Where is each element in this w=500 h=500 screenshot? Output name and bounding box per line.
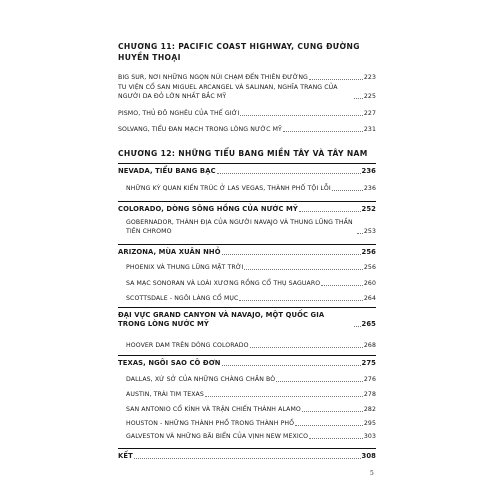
toc-entry-title: PISMO, THỦ ĐÔ NGHÊU CỦA THẾ GIỚI: [118, 110, 240, 117]
toc-entry-title: TU VIỆN CỔ SAN MIGUEL ARCANGEL VÀ SALINAN, NGHĨA TRANG CỦA NGƯỜI DA ĐỎ LỚN NHẤT BẮC MỸ: [118, 84, 338, 100]
toc-entry-page: 308: [361, 452, 376, 460]
dot-leader: [299, 211, 361, 212]
toc-entry-title: NEVADA, TIỂU BANG BẠC: [118, 167, 216, 175]
toc-entry: [126, 375, 376, 384]
toc-entry-page: 265: [361, 320, 376, 328]
toc-entry: [126, 184, 376, 193]
toc-entry: [126, 279, 376, 288]
dot-leader: [357, 233, 363, 234]
toc-entry-page: 227: [363, 110, 376, 117]
toc-entry-page: 223: [363, 74, 376, 81]
toc-entry-page: 264: [363, 295, 376, 302]
page-number: 5: [370, 470, 374, 477]
toc-entry-page: 275: [361, 359, 376, 367]
dot-leader: [295, 425, 363, 426]
chapter-12-heading: CHƯƠNG 12: NHỮNG TIỂU BANG MIỀN TÂY VÀ TÂY NAM: [118, 149, 368, 158]
dot-leader: [309, 79, 363, 80]
toc-entry-title: NHỮNG KỲ QUAN KIẾN TRÚC Ở LAS VEGAS, THÀNH PHỐ TỘI LỖI: [126, 185, 331, 192]
dot-leader: [222, 254, 361, 255]
toc-entry-title: SAN ANTONIO CỔ KÍNH VÀ TRẬN CHIẾN THÀNH ALAMO: [126, 406, 301, 413]
toc-entry-title: ARIZONA, MÙA XUÂN NHỎ: [118, 248, 221, 256]
dot-leader: [134, 458, 361, 459]
toc-entry: [126, 405, 376, 414]
toc-entry-title: COLORADO, DÒNG SÔNG HỒNG CỦA NƯỚC MỸ: [118, 205, 298, 213]
dot-leader: [250, 347, 363, 348]
toc-entry-title: KẾT: [118, 452, 133, 460]
toc-entry: [126, 218, 376, 236]
toc-entry: [126, 390, 376, 399]
dot-leader: [309, 438, 363, 439]
toc-entry-page: 268: [363, 342, 376, 349]
toc-entry-title: HOUSTON - NHỮNG THÀNH PHỐ TRONG THÀNH PHỐ: [126, 420, 295, 427]
toc-entry-title: ĐẠI VỰC GRAND CANYON VÀ NAVAJO, MỘT QUỐC GIA TRONG LÒNG NƯỚC MỸ: [118, 311, 325, 328]
toc-entry-title: GOBERNADOR, THÁNH ĐỊA CỦA NGƯỜI NAVAJO VÀ THUNG LŨNG THẦN TIÊN CHROMO: [126, 219, 353, 235]
toc-section-texas: [118, 359, 376, 368]
dot-leader: [217, 173, 361, 174]
toc-entry-page: 256: [363, 264, 376, 271]
toc-entry: [126, 419, 376, 428]
dot-leader: [302, 411, 363, 412]
dot-leader: [354, 326, 361, 327]
toc-entry-page: 295: [363, 420, 376, 427]
dot-leader: [321, 285, 363, 286]
toc-entry-title: GALVESTON VÀ NHỮNG BÃI BIỂN CỦA VỊNH NEW MEXICO: [126, 433, 309, 440]
toc-section-colorado: [118, 205, 376, 214]
toc-entry-title: DALLAS, XỨ SỞ CỦA NHỮNG CHÀNG CHĂN BÒ: [126, 376, 276, 383]
toc-entry-page: 236: [363, 185, 376, 192]
toc-entry-page: 225: [363, 93, 376, 100]
toc-entry: [118, 83, 376, 101]
toc-entry: [126, 341, 376, 350]
toc-section-nevada: [118, 167, 376, 176]
toc-entry: [118, 125, 376, 134]
toc-entry-page: 256: [361, 248, 376, 256]
toc-entry: [118, 73, 376, 82]
toc-entry-page: 276: [363, 376, 376, 383]
chapter-11-heading: CHƯƠNG 11: PACIFIC COAST HIGHWAY, CUNG ĐƯỜNG HUYỀN THOẠI: [118, 42, 360, 62]
toc-entry-title: PHOENIX VÀ THUNG LŨNG MẶT TRỜI: [126, 264, 244, 271]
toc-entry-title: SCOTTSDALE - NGÔI LÀNG CỔ MỤC: [126, 295, 239, 302]
dot-leader: [332, 190, 363, 191]
toc-entry: [126, 263, 376, 272]
toc-entry-page: 231: [363, 126, 376, 133]
toc-entry-page: 260: [363, 280, 376, 287]
toc-entry-page: 278: [363, 391, 376, 398]
toc-entry-page: 253: [363, 228, 376, 235]
toc-entry-page: 303: [363, 433, 376, 440]
toc-entry: [118, 109, 376, 118]
dot-leader: [239, 300, 362, 301]
toc-entry-title: SOLVANG, TIỂU ĐAN MẠCH TRONG LÒNG NƯỚC MỸ: [118, 126, 282, 133]
dot-leader: [276, 381, 363, 382]
toc-entry-title: HOOVER DAM TRÊN DÒNG COLORADO: [126, 342, 249, 349]
toc-entry-title: AUSTIN, TRÁI TIM TEXAS: [126, 391, 204, 398]
dot-leader: [354, 98, 363, 99]
toc-section-grand-canyon: [118, 311, 376, 329]
toc-entry: [126, 432, 376, 441]
dot-leader: [205, 396, 363, 397]
toc-entry-title: TEXAS, NGÔI SAO CÔ ĐƠN: [118, 359, 221, 367]
toc-entry: [126, 294, 376, 303]
dot-leader: [222, 365, 361, 366]
toc-entry-page: 282: [363, 406, 376, 413]
toc-entry-title: BIG SUR, NƠI NHỮNG NGỌN NÚI CHẠM ĐẾN THIÊN ĐƯỜNG: [118, 74, 308, 81]
toc-entry-page: 252: [361, 205, 376, 213]
toc-entry-page: 236: [361, 167, 376, 175]
dot-leader: [283, 131, 363, 132]
dot-leader: [240, 115, 363, 116]
toc-section-ket: [118, 452, 376, 461]
toc-entry-title: SA MẠC SONORAN VÀ LOÀI XƯƠNG RỒNG CỔ THỤ SAGUARO: [126, 280, 321, 287]
dot-leader: [244, 269, 362, 270]
toc-section-arizona: [118, 248, 376, 257]
